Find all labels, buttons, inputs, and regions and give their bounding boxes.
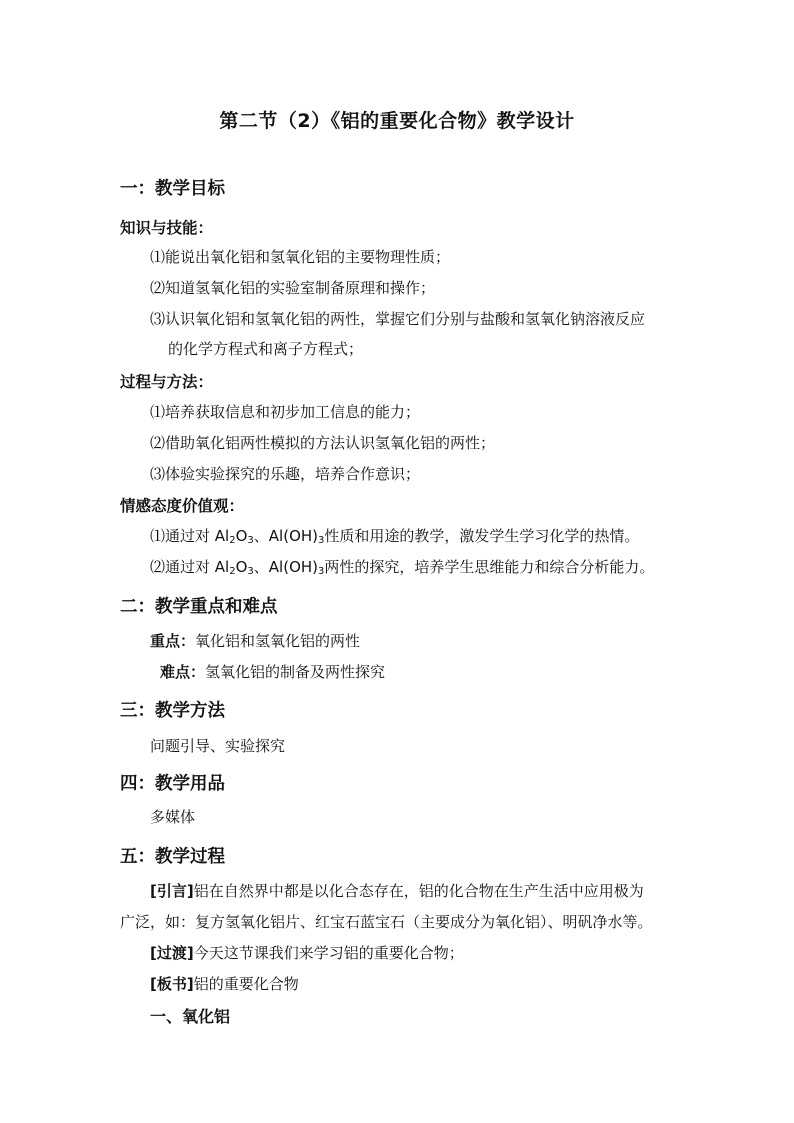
emotion-item-2-prefix: ⑵通过对 bbox=[150, 558, 215, 576]
process-item-2: ⑵借助氧化铝两性模拟的方法认识氢氧化铝的两性； bbox=[150, 434, 496, 452]
transition-paragraph bbox=[150, 942, 464, 963]
board-paragraph bbox=[150, 973, 299, 994]
emotion-item-1 bbox=[150, 525, 639, 546]
formula-sub: 3 bbox=[318, 566, 325, 577]
subsection-alumina: 一、氧化铝 bbox=[150, 1007, 231, 1026]
key-point-text: 氧化铝和氢氧化铝的两性 bbox=[195, 632, 361, 650]
board-tag: [板书] bbox=[150, 975, 194, 993]
knowledge-item-2: ⑵知道氢氧化铝的实验室制备原理和操作； bbox=[150, 279, 436, 297]
emotion-item-2 bbox=[150, 556, 654, 577]
intro-tag: [引言] bbox=[150, 882, 194, 900]
section-heading-process: 五：教学过程 bbox=[120, 847, 225, 867]
difficult-point-label: 难点： bbox=[160, 663, 206, 681]
formula-aloh: Al(OH) bbox=[268, 527, 319, 545]
formula-al: Al bbox=[214, 558, 230, 576]
knowledge-item-1: ⑴能说出氧化铝和氢氧化铝的主要物理性质； bbox=[150, 248, 451, 266]
transition-tag: [过渡] bbox=[150, 944, 194, 962]
formula-sub: 3 bbox=[247, 535, 254, 546]
section-heading-supplies: 四：教学用品 bbox=[120, 774, 225, 794]
intro-paragraph bbox=[150, 880, 644, 901]
formula-o: O bbox=[235, 527, 248, 545]
formula-aloh: Al(OH) bbox=[268, 558, 319, 576]
key-point bbox=[150, 630, 360, 651]
formula-separator: 、 bbox=[253, 558, 269, 576]
formula-o: O bbox=[235, 558, 248, 576]
difficult-point bbox=[160, 661, 385, 682]
emotion-item-2-suffix: 两性的探究，培养学生思维能力和综合分析能力。 bbox=[324, 558, 655, 576]
intro-text: 铝在自然界中都是以化合态存在，铝的化合物在生产生活中应用极为 bbox=[193, 882, 644, 900]
board-text: 铝的重要化合物 bbox=[193, 975, 299, 993]
formula-sub: 3 bbox=[318, 535, 325, 546]
transition-text: 今天这节课我们来学习铝的重要化合物； bbox=[193, 944, 464, 962]
section-heading-method: 三：教学方法 bbox=[120, 701, 225, 721]
emotion-item-1-suffix: 性质和用途的教学，激发学生学习化学的热情。 bbox=[324, 527, 640, 545]
process-item-3: ⑶体验实验探究的乐趣，培养合作意识； bbox=[150, 465, 421, 483]
key-point-label: 重点： bbox=[150, 632, 196, 650]
intro-paragraph-continued: 广泛，如：复方氢氧化铝片、红宝石蓝宝石（主要成分为氧化铝）、明矾净水等。 bbox=[120, 913, 653, 931]
difficult-point-text: 氢氧化铝的制备及两性探究 bbox=[205, 663, 386, 681]
subheading-knowledge: 知识与技能： bbox=[120, 219, 214, 237]
section-heading-objectives: 一：教学目标 bbox=[120, 179, 225, 199]
formula-sub: 3 bbox=[247, 566, 254, 577]
knowledge-item-3-continued: 的化学方程式和离子方程式； bbox=[168, 340, 364, 358]
formula-separator: 、 bbox=[253, 527, 269, 545]
document-title: 第二节（2）《铝的重要化合物》教学设计 bbox=[219, 110, 575, 132]
supplies-text: 多媒体 bbox=[150, 808, 196, 826]
formula-sub: 2 bbox=[229, 535, 236, 546]
section-heading-keypoints: 二：教学重点和难点 bbox=[120, 597, 278, 617]
knowledge-item-3: ⑶认识氧化铝和氢氧化铝的两性，掌握它们分别与盐酸和氢氧化钠溶液反应 bbox=[150, 310, 646, 328]
formula-sub: 2 bbox=[229, 566, 236, 577]
process-item-1: ⑴培养获取信息和初步加工信息的能力； bbox=[150, 403, 421, 421]
subheading-emotion: 情感态度价值观： bbox=[120, 497, 245, 515]
subheading-process: 过程与方法： bbox=[120, 373, 214, 391]
method-text: 问题引导、实验探究 bbox=[150, 737, 286, 755]
formula-al: Al bbox=[214, 527, 230, 545]
emotion-item-1-prefix: ⑴通过对 bbox=[150, 527, 215, 545]
